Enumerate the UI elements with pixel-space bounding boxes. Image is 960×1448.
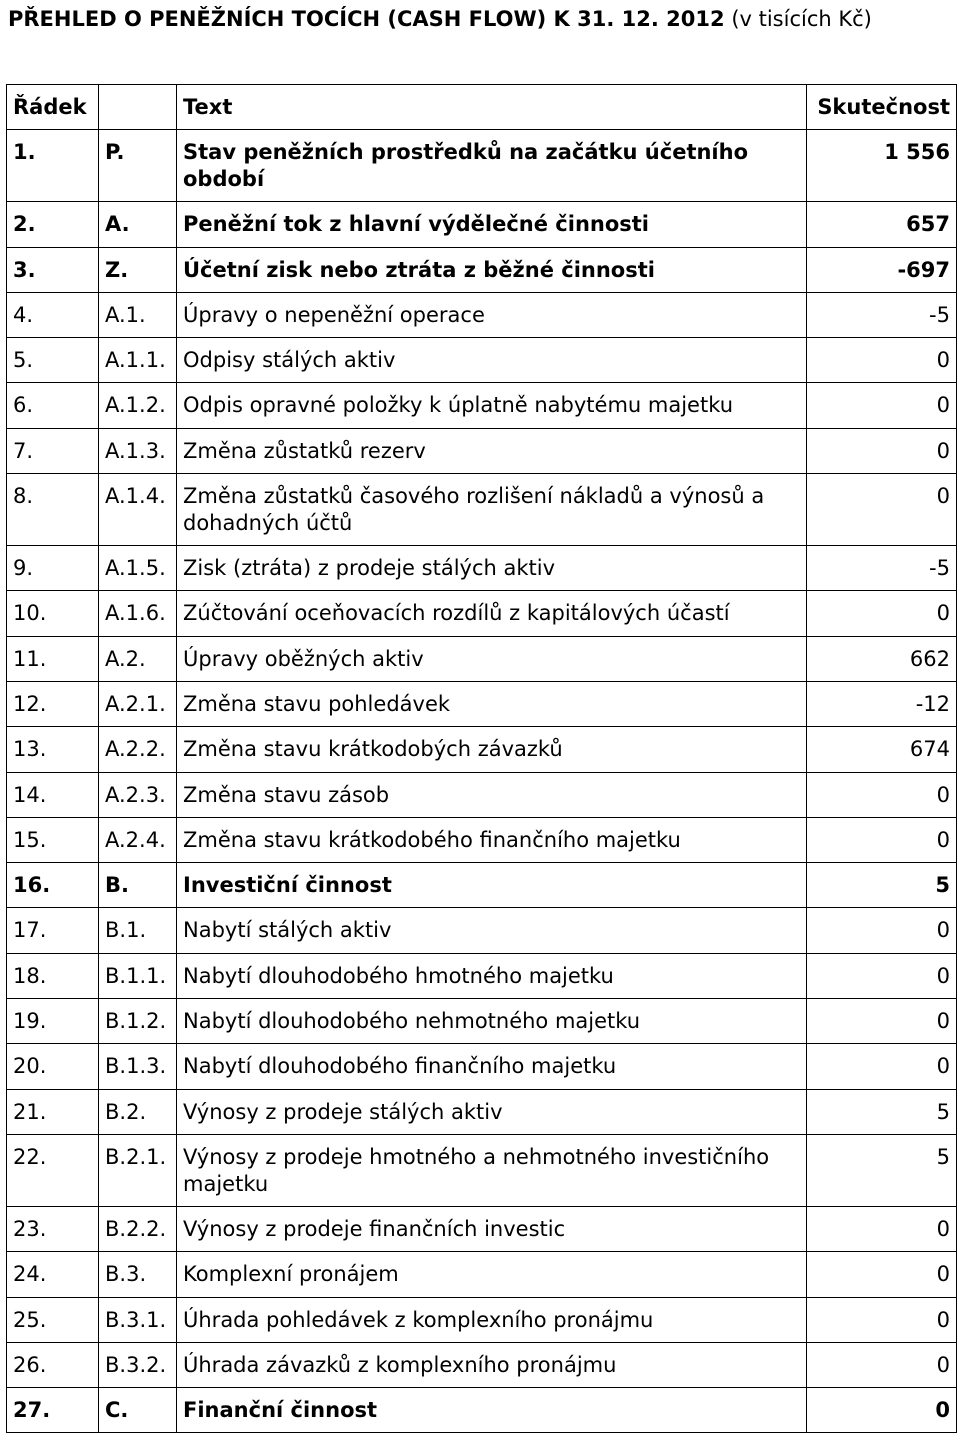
row-text-cell: Výnosy z prodeje finančních investic [177, 1206, 807, 1251]
row-code-cell: B. [99, 863, 177, 908]
table-row [7, 428, 957, 473]
row-value-cell: 0 [807, 1388, 957, 1433]
title-unit: (v tisících Kč) [731, 7, 872, 31]
row-value-cell: 0 [807, 1252, 957, 1297]
row-text-cell: Nabytí dlouhodobého finančního majetku [177, 1044, 807, 1089]
table-row [7, 338, 957, 383]
row-number-cell: 1. [7, 130, 99, 202]
row-text-cell: Úpravy oběžných aktiv [177, 636, 807, 681]
table-row [7, 863, 957, 908]
header-code [99, 85, 177, 130]
table-row [7, 474, 957, 546]
row-value-cell: 0 [807, 817, 957, 862]
table-header-row [7, 85, 957, 130]
row-value-cell: 674 [807, 727, 957, 772]
row-code-cell: C. [99, 1388, 177, 1433]
row-value-cell: 0 [807, 1297, 957, 1342]
row-code-cell: B.1.3. [99, 1044, 177, 1089]
row-number-cell: 21. [7, 1089, 99, 1134]
row-text-cell: Zisk (ztráta) z prodeje stálých aktiv [177, 546, 807, 591]
row-text-cell: Účetní zisk nebo ztráta z běžné činnosti [177, 247, 807, 292]
table-body [7, 130, 957, 1433]
row-number-cell: 27. [7, 1388, 99, 1433]
row-number-cell: 11. [7, 636, 99, 681]
row-number-cell: 3. [7, 247, 99, 292]
row-value-cell: 0 [807, 908, 957, 953]
header-value: Skutečnost [807, 85, 957, 130]
table-row [7, 1044, 957, 1089]
row-number-cell: 16. [7, 863, 99, 908]
row-text-cell: Peněžní tok z hlavní výdělečné činnosti [177, 202, 807, 247]
row-code-cell: A.1.2. [99, 383, 177, 428]
row-number-cell: 2. [7, 202, 99, 247]
table-row [7, 546, 957, 591]
row-value-cell: 5 [807, 1089, 957, 1134]
table-row [7, 727, 957, 772]
row-text-cell: Nabytí dlouhodobého hmotného majetku [177, 953, 807, 998]
row-code-cell: B.2.2. [99, 1206, 177, 1251]
table-row [7, 1342, 957, 1387]
row-value-cell: 0 [807, 999, 957, 1044]
row-number-cell: 15. [7, 817, 99, 862]
row-value-cell: 662 [807, 636, 957, 681]
table-row [7, 1206, 957, 1251]
row-code-cell: A.1.1. [99, 338, 177, 383]
row-code-cell: B.3.1. [99, 1297, 177, 1342]
row-code-cell: A.2.3. [99, 772, 177, 817]
row-number-cell: 10. [7, 591, 99, 636]
row-number-cell: 14. [7, 772, 99, 817]
header-row-number: Řádek [7, 85, 99, 130]
row-text-cell: Komplexní pronájem [177, 1252, 807, 1297]
table-row [7, 817, 957, 862]
row-number-cell: 4. [7, 292, 99, 337]
row-code-cell: B.3.2. [99, 1342, 177, 1387]
row-code-cell: B.1. [99, 908, 177, 953]
row-value-cell: 0 [807, 1342, 957, 1387]
table-row [7, 1134, 957, 1206]
title-main: PŘEHLED O PENĚŽNÍCH TOCÍCH (CASH FLOW) K 31. 12. 2012 [8, 7, 725, 31]
table-row [7, 1388, 957, 1433]
row-number-cell: 12. [7, 681, 99, 726]
row-value-cell: -12 [807, 681, 957, 726]
table-row [7, 292, 957, 337]
row-text-cell: Nabytí stálých aktiv [177, 908, 807, 953]
row-text-cell: Změna zůstatků časového rozlišení nákladů a výnosů a dohadných účtů [177, 474, 807, 546]
row-value-cell: 0 [807, 338, 957, 383]
row-text-cell: Investiční činnost [177, 863, 807, 908]
row-value-cell: 5 [807, 863, 957, 908]
row-code-cell: B.3. [99, 1252, 177, 1297]
table-row [7, 999, 957, 1044]
row-text-cell: Změna stavu zásob [177, 772, 807, 817]
row-value-cell: 5 [807, 1134, 957, 1206]
row-text-cell: Stav peněžních prostředků na začátku účetního období [177, 130, 807, 202]
row-code-cell: B.1.2. [99, 999, 177, 1044]
row-text-cell: Výnosy z prodeje hmotného a nehmotného investičního majetku [177, 1134, 807, 1206]
table-row [7, 1089, 957, 1134]
row-value-cell: 0 [807, 591, 957, 636]
row-value-cell: 0 [807, 383, 957, 428]
row-code-cell: A.1.6. [99, 591, 177, 636]
row-number-cell: 13. [7, 727, 99, 772]
row-value-cell: 0 [807, 428, 957, 473]
row-code-cell: A.2.2. [99, 727, 177, 772]
row-text-cell: Změna stavu pohledávek [177, 681, 807, 726]
row-value-cell: 0 [807, 772, 957, 817]
row-code-cell: P. [99, 130, 177, 202]
row-value-cell: 1 556 [807, 130, 957, 202]
row-number-cell: 18. [7, 953, 99, 998]
row-code-cell: A. [99, 202, 177, 247]
row-value-cell: 0 [807, 1044, 957, 1089]
document-title [8, 2, 872, 36]
table-row [7, 1252, 957, 1297]
row-text-cell: Úhrada závazků z komplexního pronájmu [177, 1342, 807, 1387]
cash-flow-table [6, 84, 957, 1433]
table-row [7, 636, 957, 681]
row-code-cell: B.1.1. [99, 953, 177, 998]
row-text-cell: Výnosy z prodeje stálých aktiv [177, 1089, 807, 1134]
row-number-cell: 6. [7, 383, 99, 428]
row-text-cell: Změna stavu krátkodobých závazků [177, 727, 807, 772]
row-code-cell: A.1.5. [99, 546, 177, 591]
row-number-cell: 5. [7, 338, 99, 383]
row-text-cell: Změna stavu krátkodobého finančního majetku [177, 817, 807, 862]
row-value-cell: 0 [807, 1206, 957, 1251]
row-number-cell: 8. [7, 474, 99, 546]
row-number-cell: 23. [7, 1206, 99, 1251]
row-code-cell: Z. [99, 247, 177, 292]
row-number-cell: 9. [7, 546, 99, 591]
row-text-cell: Nabytí dlouhodobého nehmotného majetku [177, 999, 807, 1044]
row-number-cell: 17. [7, 908, 99, 953]
row-text-cell: Zúčtování oceňovacích rozdílů z kapitálových účastí [177, 591, 807, 636]
table-row [7, 953, 957, 998]
row-number-cell: 19. [7, 999, 99, 1044]
row-code-cell: A.2. [99, 636, 177, 681]
row-value-cell: 0 [807, 953, 957, 998]
row-code-cell: A.2.4. [99, 817, 177, 862]
row-number-cell: 22. [7, 1134, 99, 1206]
table-row [7, 908, 957, 953]
row-value-cell: -5 [807, 546, 957, 591]
row-number-cell: 26. [7, 1342, 99, 1387]
row-code-cell: A.1.4. [99, 474, 177, 546]
row-text-cell: Úhrada pohledávek z komplexního pronájmu [177, 1297, 807, 1342]
row-code-cell: B.2.1. [99, 1134, 177, 1206]
row-text-cell: Odpisy stálých aktiv [177, 338, 807, 383]
row-text-cell: Úpravy o nepeněžní operace [177, 292, 807, 337]
row-code-cell: A.1.3. [99, 428, 177, 473]
table-row [7, 772, 957, 817]
row-code-cell: A.1. [99, 292, 177, 337]
row-text-cell: Finanční činnost [177, 1388, 807, 1433]
row-value-cell: -5 [807, 292, 957, 337]
row-number-cell: 7. [7, 428, 99, 473]
table-row [7, 247, 957, 292]
table-row [7, 130, 957, 202]
table-row [7, 383, 957, 428]
row-value-cell: -697 [807, 247, 957, 292]
table-row [7, 1297, 957, 1342]
row-code-cell: B.2. [99, 1089, 177, 1134]
header-text: Text [177, 85, 807, 130]
row-number-cell: 25. [7, 1297, 99, 1342]
table-row [7, 681, 957, 726]
row-number-cell: 24. [7, 1252, 99, 1297]
row-text-cell: Změna zůstatků rezerv [177, 428, 807, 473]
row-code-cell: A.2.1. [99, 681, 177, 726]
table-row [7, 591, 957, 636]
row-value-cell: 0 [807, 474, 957, 546]
row-number-cell: 20. [7, 1044, 99, 1089]
row-text-cell: Odpis opravné položky k úplatně nabytému majetku [177, 383, 807, 428]
row-value-cell: 657 [807, 202, 957, 247]
table-row [7, 202, 957, 247]
